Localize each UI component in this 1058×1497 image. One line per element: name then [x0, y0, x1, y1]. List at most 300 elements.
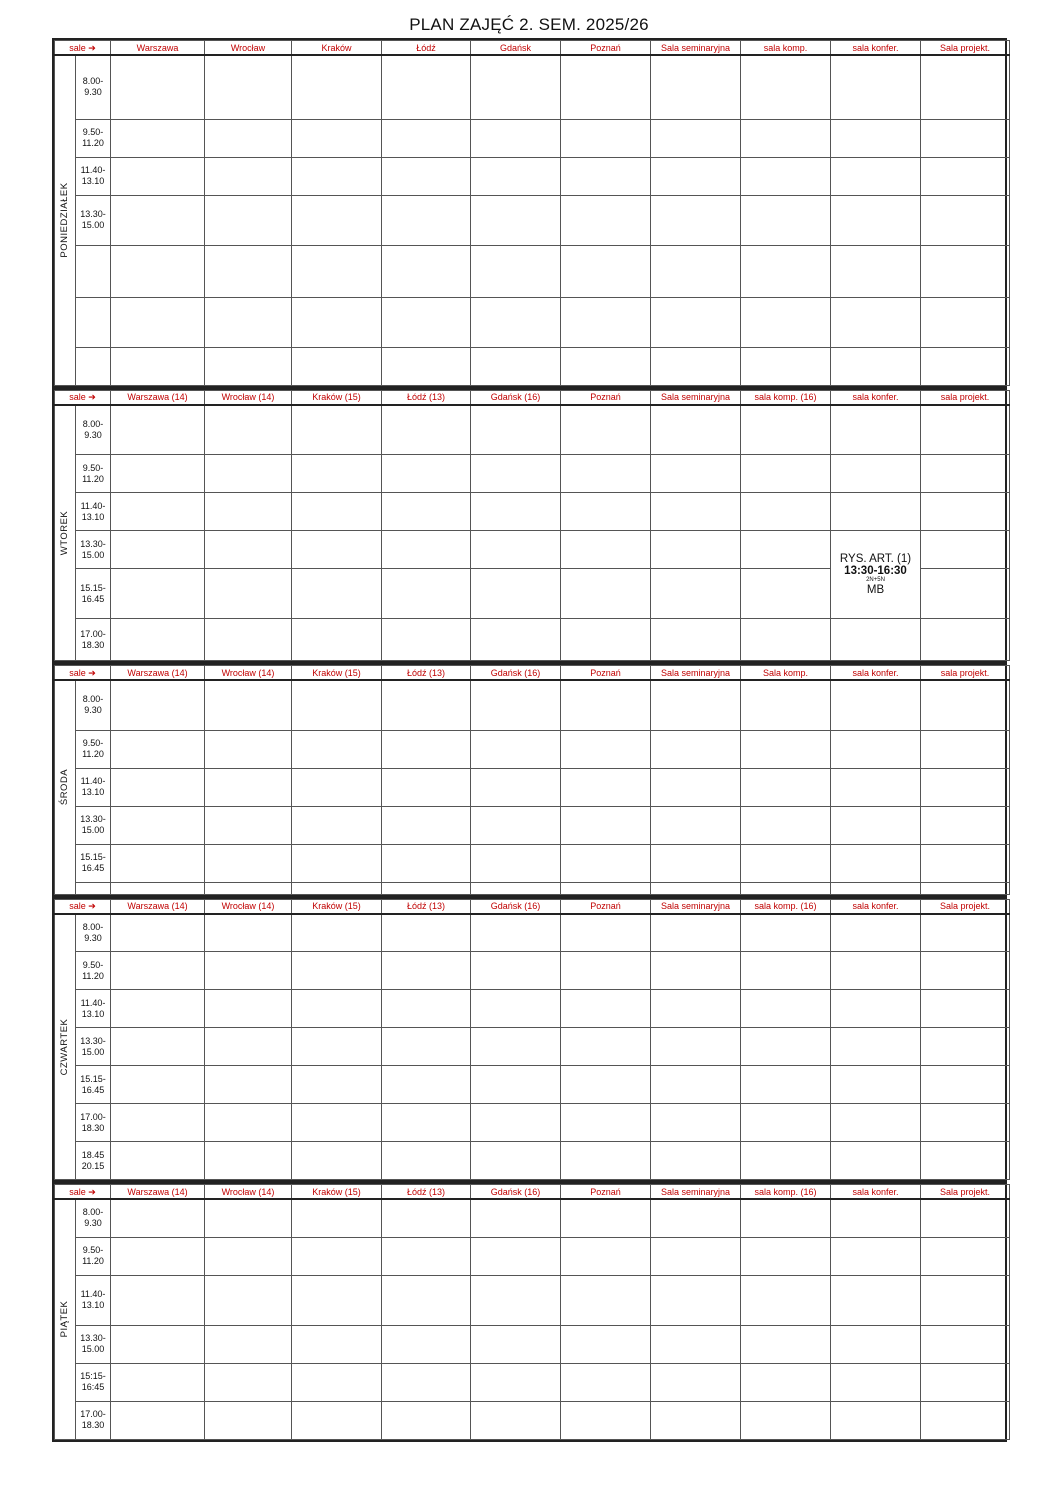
room-label: Kraków (15) [312, 1186, 361, 1197]
room-label: Sala seminaryjna [660, 667, 731, 678]
class-cell [471, 195, 561, 245]
class-cell [741, 119, 831, 157]
class-cell [651, 1066, 741, 1104]
room-header [292, 666, 382, 681]
class-cell [561, 806, 651, 844]
class-cell [561, 1199, 651, 1237]
class-cell [921, 882, 1010, 894]
class-cell [292, 1275, 382, 1325]
class-cell [831, 1237, 921, 1275]
room-header [921, 1185, 1010, 1200]
class-cell [111, 768, 205, 806]
class-cell [205, 569, 292, 619]
class-cell [651, 297, 741, 347]
class-cell [921, 1325, 1010, 1363]
time-label [76, 569, 111, 619]
room-header [561, 666, 651, 681]
time-text: 15.00 [81, 825, 105, 835]
class-cell [111, 1104, 205, 1142]
time-label [76, 157, 111, 195]
class-cell [471, 1104, 561, 1142]
class-cell [741, 245, 831, 297]
class-cell [471, 844, 561, 882]
time-label [76, 1363, 111, 1401]
class-cell [741, 680, 831, 730]
time-label [76, 531, 111, 569]
room-label: Łódź (13) [406, 901, 446, 911]
class-cell [111, 806, 205, 844]
class-cell [382, 1275, 471, 1325]
class-cell [921, 1142, 1010, 1180]
class-cell [111, 157, 205, 195]
class-cell [921, 1237, 1010, 1275]
class-cell [292, 531, 382, 569]
class-cell [111, 347, 205, 385]
room-label: sale ➔ [69, 42, 96, 53]
class-cell [292, 914, 382, 952]
time-label [76, 1142, 111, 1180]
class-cell [382, 914, 471, 952]
room-header [111, 1185, 205, 1200]
time-slot-row [55, 730, 1010, 768]
class-cell [292, 245, 382, 297]
room-label: Sala seminaryjna [660, 1186, 731, 1197]
class-cell [205, 1275, 292, 1325]
time-slot-row [55, 55, 1010, 119]
class-cell [921, 1066, 1010, 1104]
class-cell [382, 119, 471, 157]
time-label [76, 844, 111, 882]
time-label [76, 680, 111, 730]
room-header [921, 41, 1010, 56]
time-text: 17.00- [80, 628, 106, 639]
class-cell [292, 990, 382, 1028]
time-text: 8.00- [82, 921, 104, 932]
class-line: MB [866, 584, 885, 597]
room-label: Kraków (15) [312, 667, 361, 678]
class-cell [561, 844, 651, 882]
time-text: 9.50- [82, 738, 104, 748]
room-header [831, 899, 921, 914]
class-cell [831, 493, 921, 531]
class-cell [651, 1199, 741, 1237]
class-cell [382, 730, 471, 768]
class-cell [205, 297, 292, 347]
class-cell [831, 245, 921, 297]
class-cell [831, 806, 921, 844]
class-cell [741, 1401, 831, 1439]
class-cell [292, 569, 382, 619]
class-cell [741, 1028, 831, 1066]
class-cell [741, 455, 831, 493]
class-cell [111, 730, 205, 768]
class-cell [111, 914, 205, 952]
class-cell [471, 455, 561, 493]
time-text: 8.00- [82, 76, 104, 87]
class-cell [561, 245, 651, 297]
class-cell [921, 952, 1010, 990]
class-cell [561, 952, 651, 990]
class-cell [382, 1104, 471, 1142]
class-line: 13:30-16:30 [844, 564, 907, 577]
time-slot-row [55, 245, 1010, 297]
room-header [651, 1185, 741, 1200]
class-cell [831, 455, 921, 493]
class-cell [205, 730, 292, 768]
room-label: Sala seminaryjna [660, 392, 731, 402]
class-cell [382, 1363, 471, 1401]
class-cell [205, 680, 292, 730]
room-header [471, 1185, 561, 1200]
class-cell [561, 405, 651, 455]
class-cell [561, 493, 651, 531]
time-label [76, 730, 111, 768]
room-header [55, 666, 111, 681]
class-cell [741, 1363, 831, 1401]
class-cell [921, 1401, 1010, 1439]
class-cell [205, 1066, 292, 1104]
room-header [471, 899, 561, 914]
time-text: 13.30- [80, 209, 106, 219]
time-text: 11.20 [82, 138, 104, 148]
room-header [111, 899, 205, 914]
class-cell [292, 157, 382, 195]
day-section [52, 663, 1007, 897]
class-cell [205, 1237, 292, 1275]
time-text: 18.45 [81, 1149, 105, 1160]
room-label: Warszawa (14) [127, 1186, 188, 1197]
class-cell [561, 1325, 651, 1363]
room-label: Poznań [590, 42, 621, 53]
room-label: Sala seminaryjna [660, 42, 731, 53]
class-cell [471, 569, 561, 619]
class-cell [741, 914, 831, 952]
class-cell [205, 914, 292, 952]
class-cell [471, 531, 561, 569]
class-cell [382, 493, 471, 531]
class-cell [651, 245, 741, 297]
class-cell [741, 55, 831, 119]
day-name: ŚRODA [58, 769, 70, 806]
class-line: 2N+5N [866, 577, 885, 584]
class-cell [205, 844, 292, 882]
room-header [471, 41, 561, 56]
time-label [76, 1325, 111, 1363]
class-cell [382, 806, 471, 844]
class-cell [561, 455, 651, 493]
class-cell [651, 493, 741, 531]
time-text: 11.40- [80, 776, 106, 786]
room-header-row [55, 1185, 1010, 1200]
class-cell [741, 1275, 831, 1325]
room-header [382, 390, 471, 405]
time-slot-row [55, 1363, 1010, 1401]
class-cell [205, 1142, 292, 1180]
class-cell [205, 619, 292, 661]
class-cell [921, 1104, 1010, 1142]
class-cell [111, 1363, 205, 1401]
room-header [55, 1185, 111, 1200]
class-cell [111, 1199, 205, 1237]
class-cell [651, 952, 741, 990]
time-label [76, 493, 111, 531]
time-slot-row [55, 493, 1010, 531]
day-section [52, 897, 1007, 1183]
class-cell [292, 1066, 382, 1104]
class-cell [831, 680, 921, 730]
class-cell [111, 55, 205, 119]
time-text: 13.30- [80, 538, 106, 549]
time-text: 15:15- [80, 1371, 106, 1381]
class-cell [741, 990, 831, 1028]
time-label [76, 619, 111, 661]
class-cell [921, 119, 1010, 157]
class-cell [651, 569, 741, 619]
room-label: Sala projekt. [939, 42, 991, 53]
class-cell [382, 347, 471, 385]
class-cell [561, 1275, 651, 1325]
time-text: 18.30 [81, 1420, 105, 1430]
class-cell [651, 455, 741, 493]
class-cell [741, 347, 831, 385]
room-header [382, 1185, 471, 1200]
class-cell [831, 1142, 921, 1180]
time-text: 9.50- [82, 1245, 104, 1255]
day-label [55, 405, 76, 661]
class-cell [921, 55, 1010, 119]
class-cell [651, 1363, 741, 1401]
class-cell [382, 1237, 471, 1275]
class-cell [651, 405, 741, 455]
class-cell [651, 195, 741, 245]
room-label: Łódź (13) [406, 392, 446, 402]
class-cell [382, 882, 471, 894]
time-slot-row [55, 1237, 1010, 1275]
room-label: Sala komp. [762, 667, 809, 678]
time-label [76, 347, 111, 385]
class-cell [471, 1325, 561, 1363]
class-cell [111, 195, 205, 245]
time-label [76, 245, 111, 297]
time-text: 16:45 [81, 1382, 105, 1392]
class-cell [205, 1401, 292, 1439]
room-label: sala konfer. [852, 667, 899, 678]
time-text: 13.10 [81, 511, 105, 522]
class-cell [651, 1028, 741, 1066]
class-cell [382, 55, 471, 119]
class-cell [831, 157, 921, 195]
time-label [76, 1104, 111, 1142]
class-cell [741, 952, 831, 990]
time-text: 11.20 [82, 1256, 104, 1266]
class-cell [831, 1199, 921, 1237]
class-cell [205, 157, 292, 195]
class-cell [561, 1142, 651, 1180]
class-cell [921, 914, 1010, 952]
day-name: PIĄTEK [58, 1300, 70, 1338]
class-cell [292, 768, 382, 806]
class-cell [382, 619, 471, 661]
class-cell [921, 806, 1010, 844]
room-label: Sala projekt. [939, 901, 991, 911]
class-cell [111, 1028, 205, 1066]
class-cell [382, 245, 471, 297]
class-cell [382, 844, 471, 882]
class-cell [471, 730, 561, 768]
room-header [561, 1185, 651, 1200]
class-cell [741, 730, 831, 768]
class-cell [741, 195, 831, 245]
room-header [471, 666, 561, 681]
time-slot-row [55, 1275, 1010, 1325]
time-text: 15.00 [81, 1046, 105, 1057]
room-label: sale ➔ [69, 667, 96, 678]
room-header [921, 390, 1010, 405]
class-cell [292, 195, 382, 245]
class-cell [921, 569, 1010, 619]
room-header [831, 666, 921, 681]
class-cell [651, 119, 741, 157]
room-header [831, 390, 921, 405]
time-text: 13.30- [80, 1333, 106, 1343]
class-cell [205, 1363, 292, 1401]
class-cell [651, 882, 741, 894]
class-cell [205, 1199, 292, 1237]
class-cell [561, 569, 651, 619]
time-slot-row [55, 1066, 1010, 1104]
room-header-row [55, 390, 1010, 405]
class-cell [651, 1237, 741, 1275]
class-cell [561, 119, 651, 157]
class-cell [292, 1028, 382, 1066]
class-cell [741, 297, 831, 347]
class-cell [471, 1199, 561, 1237]
class-cell [382, 455, 471, 493]
room-label: Warszawa (14) [127, 901, 188, 911]
time-label [76, 405, 111, 455]
class-cell [471, 680, 561, 730]
time-text: 13.10 [81, 1300, 105, 1310]
class-cell [831, 952, 921, 990]
time-text: 11.20 [82, 970, 104, 981]
room-label: Łódź (13) [406, 1186, 446, 1197]
class-cell [741, 768, 831, 806]
room-label: Wrocław (14) [221, 901, 275, 911]
room-label: Wrocław (14) [221, 667, 275, 678]
class-cell [111, 1066, 205, 1104]
class-cell [471, 245, 561, 297]
room-header [205, 1185, 292, 1200]
day-label [55, 680, 76, 894]
time-slot-row [55, 882, 1010, 894]
class-cell [561, 195, 651, 245]
class-cell [382, 297, 471, 347]
room-label: Kraków (15) [312, 901, 361, 911]
time-text: 11.20 [82, 749, 104, 759]
class-cell [651, 768, 741, 806]
class-cell [741, 405, 831, 455]
class-cell [292, 347, 382, 385]
class-cell [382, 531, 471, 569]
class-cell [292, 455, 382, 493]
room-label: Poznań [590, 667, 621, 678]
time-text: 9.50- [82, 127, 104, 137]
room-label: Gdańsk (16) [490, 392, 541, 402]
day-label [55, 914, 76, 1180]
class-cell [561, 619, 651, 661]
class-cell [205, 55, 292, 119]
class-cell [921, 531, 1010, 569]
room-header [111, 41, 205, 56]
time-slot-row [55, 1142, 1010, 1180]
class-cell [651, 1142, 741, 1180]
time-label [76, 1199, 111, 1237]
class-cell [111, 1401, 205, 1439]
class-cell [741, 882, 831, 894]
class-cell [561, 680, 651, 730]
class-cell [741, 1199, 831, 1237]
class-cell [292, 297, 382, 347]
class-cell [471, 1363, 561, 1401]
class-cell [382, 1199, 471, 1237]
time-slot-row [55, 1104, 1010, 1142]
class-cell [561, 1363, 651, 1401]
class-cell [651, 1275, 741, 1325]
class-cell [471, 914, 561, 952]
day-section [52, 388, 1007, 664]
class-cell [471, 619, 561, 661]
class-cell [111, 245, 205, 297]
day-name: CZWARTEK [58, 1018, 70, 1076]
class-cell [831, 844, 921, 882]
class-cell [205, 493, 292, 531]
room-header [382, 666, 471, 681]
class-cell [831, 195, 921, 245]
class-cell [561, 297, 651, 347]
class-cell [111, 1142, 205, 1180]
time-text: 15.15- [80, 852, 106, 862]
class-cell [111, 619, 205, 661]
room-header [921, 666, 1010, 681]
room-label: Poznań [590, 392, 621, 402]
room-label: sala komp. (16) [754, 901, 817, 911]
room-header [55, 41, 111, 56]
time-slot-row [55, 1325, 1010, 1363]
class-cell [741, 844, 831, 882]
class-cell [651, 844, 741, 882]
class-cell [561, 990, 651, 1028]
class-cell [651, 1104, 741, 1142]
time-slot-row [55, 157, 1010, 195]
room-label: Gdańsk (16) [490, 901, 541, 911]
class-cell [471, 1066, 561, 1104]
class-cell [111, 990, 205, 1028]
time-slot-row [55, 768, 1010, 806]
class-cell [292, 1237, 382, 1275]
room-header [292, 41, 382, 56]
time-slot-row [55, 119, 1010, 157]
time-text: 18.30 [81, 639, 105, 650]
room-header [55, 390, 111, 405]
class-cell [382, 990, 471, 1028]
time-label [76, 914, 111, 952]
class-cell [382, 1401, 471, 1439]
class-cell [831, 55, 921, 119]
class-cell [921, 768, 1010, 806]
time-label [76, 806, 111, 844]
class-cell [382, 768, 471, 806]
class-cell [382, 952, 471, 990]
